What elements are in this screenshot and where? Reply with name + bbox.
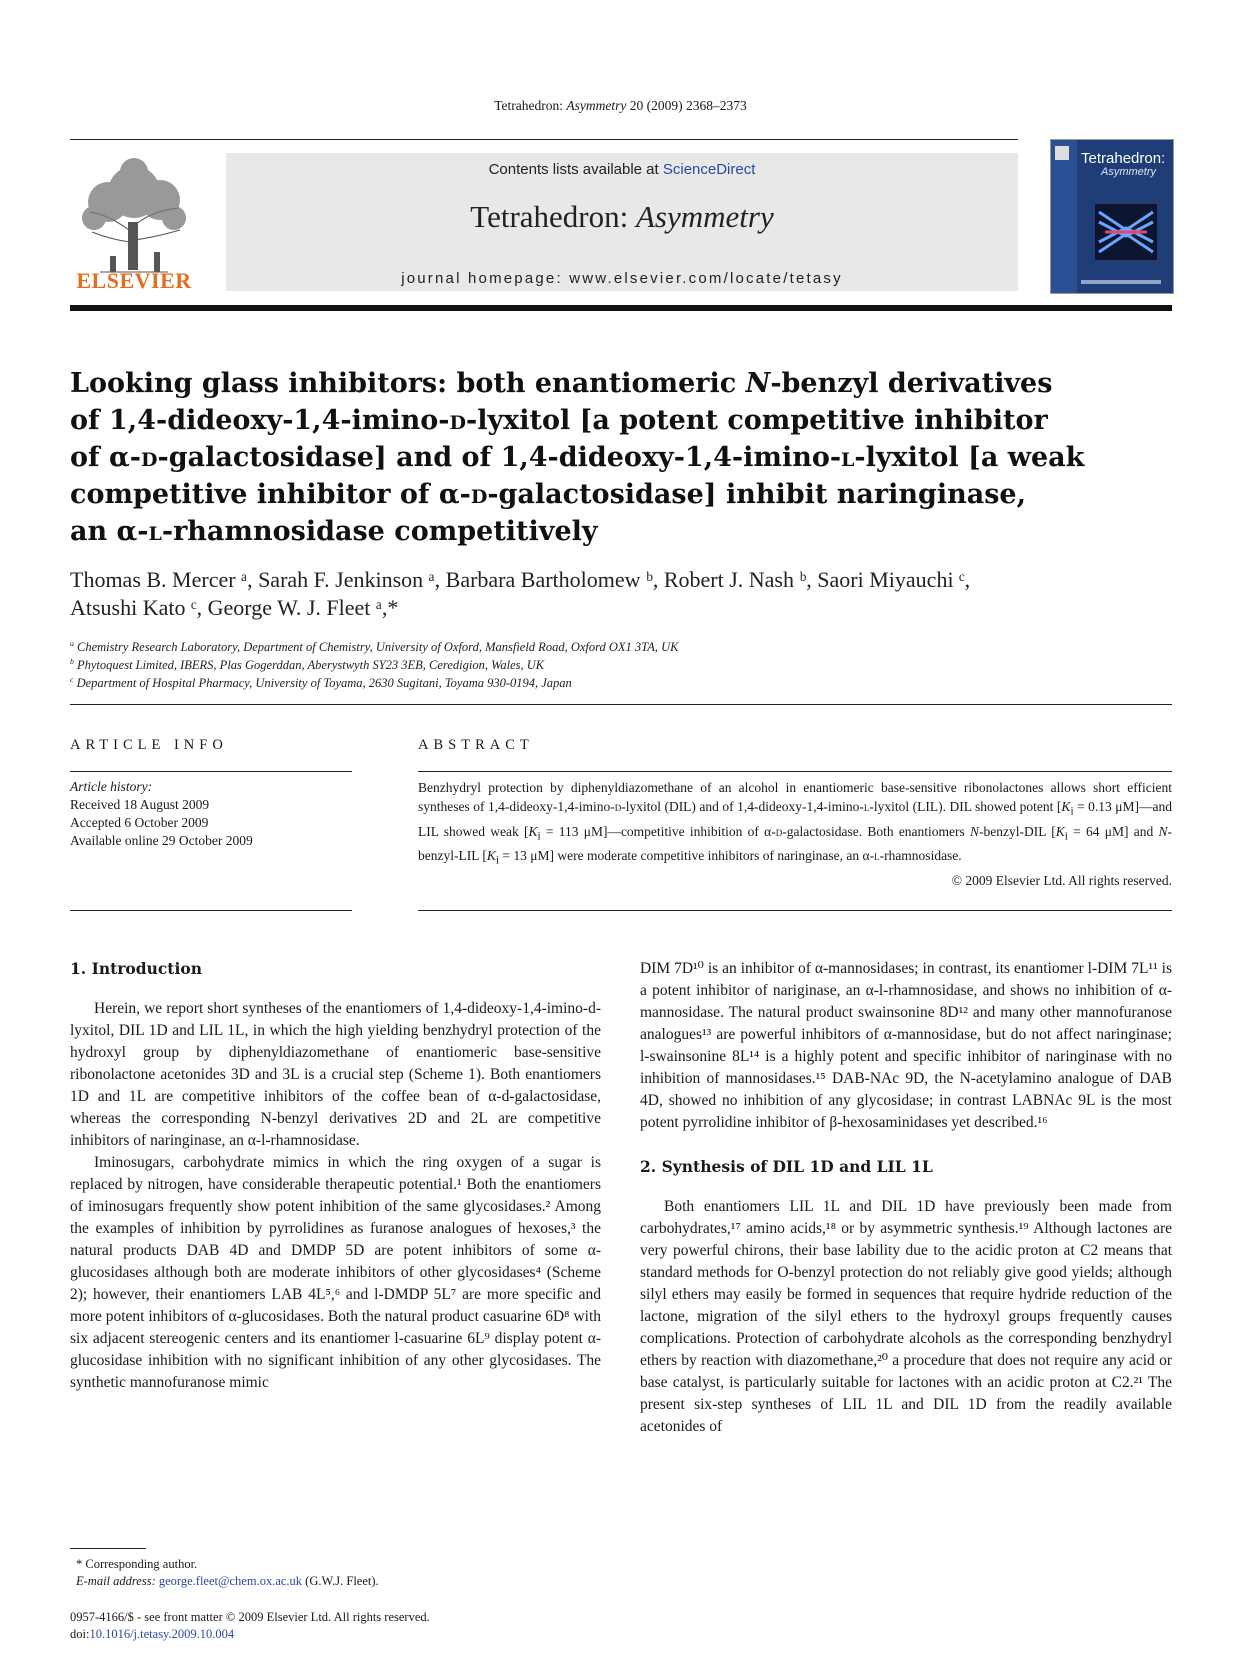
received-date: Received 18 August 2009 [70, 797, 210, 812]
info-rule-top [70, 771, 352, 772]
journal-banner [226, 153, 1018, 291]
affiliation-rule [70, 704, 1172, 705]
paragraph: Iminosugars, carbohydrate mimics in which the ring oxygen of a sugar is replaced by nitrogen, have considerable therapeutic potential.¹ Both the enantiomers of iminosugars frequently show potent inhibition of the same glycosidases.² Among the examples of inhibition by pyrrolidines as furanose analogues of hexoses,³ the natural products DAB 4D and DMDP 5D are potent inhibitors of some α-glucosidases although both are moderate inhibitors of other glycosidases⁴ (Scheme 2); however, their enantiomers LAB 4L⁵,⁶ and l-DMDP 5L⁷ are more specific and more potent inhibitors of α-glucosidases. Both the natural product casuarine 6D⁸ with six adjacent stereogenic centers and its enantiomer l-casuarine 6L⁹ display potent α-glucosidase inhibition with no significant inhibition of any other glycosidases. The synthetic mannofuranose mimic [70, 1154, 601, 1391]
cover-artwork-icon [1095, 204, 1157, 260]
paragraph: DIM 7D¹⁰ is an inhibitor of α-mannosidases; in contrast, its enantiomer l-DIM 7L¹¹ is a potent inhibitor of nariginase, an α-l-rhamnosidase, and shows no inhibition of α-mannosidase. The natural product swainsonine 8D¹² and many other mannofuranose analogues¹³ are powerful inhibitors of α-mannosidase, but do not affect naringinase; l-swainsonine 8L¹⁴ is a highly potent and specific inhibitor of naringinase with no inhibition of mannosidases.¹⁵ DAB-NAc 9D, the N-acetylamino analogue of DAB 4D, showed no inhibition of any glycosidase; in contrast LABNAc 9L is the most potent pyrrolidine inhibitor of β-hexosaminidases yet described.¹⁶ [640, 960, 1172, 1131]
cover-title: Tetrahedron: [1081, 150, 1166, 167]
abstract-body: Benzhydryl protection by diphenyldiazomethane of an alcohol in enantiomeric base-sensitive ribonolactones allows short efficient syntheses of 1,4-dideoxy-1,4-imino-d-lyxitol (DIL) and of 1,4-dideoxy-1,4-imino-l-lyxitol (LIL). DIL showed potent [$K_i = 0.13$ μM]—and LIL showed weak [$K_i = 113$ μM]—competitive inhibition of α-d-galactosidase. Both enantiomers N-benzyl-DIL [$K_i = 64$ μM] and N-benzyl-LIL [$K_i = 13$ μM] were moderate competitive inhibitors of naringinase, an α-l-rhamnosidase. © 2009 Elsevier Ltd. All rights reserved. [418, 780, 1173, 889]
running-citation: Tetrahedron: Asymmetry 20 (2009) 2368–2373 [494, 98, 747, 113]
online-date: Available online 29 October 2009 [70, 833, 253, 848]
cover-subtitle: Asymmetry [1101, 166, 1156, 178]
top-rule [70, 139, 1018, 140]
footnote-rule [70, 1548, 146, 1549]
corresponding-author-footnote: * Corresponding author. E-mail address: george.fleet@chem.ox.ac.uk (G.W.J. Fleet). [76, 1557, 379, 1588]
paragraph: Herein, we report short syntheses of the enantiomers of 1,4-dideoxy-1,4-imino-d-lyxitol, DIL 1D and LIL 1L, in which the high yielding benzhydryl protection of the hydroxyl group by diphenyldiazomethane of enantiomeric base-sensitive ribonolactone acetonides 3D and 3L is a crucial step (Scheme 1). Both enantiomers 1D and 1L are competitive inhibitors of the coffee bean of α-d-galactosidase, whereas the corresponding N-benzyl derivatives 2D and 2L are competitive inhibitors of naringinase, an α-l-rhamnosidase. [70, 1000, 601, 1149]
issn-line: 0957-4166/$ - see front matter © 2009 Elsevier Ltd. All rights reserved. [70, 1610, 430, 1624]
header-thick-rule [70, 305, 1172, 311]
info-rule-bottom [70, 910, 352, 911]
contents-line: Contents lists available at ScienceDirect [488, 161, 756, 178]
affiliation-c: $^c$ Department of Hospital Pharmacy, University of Toyama, 2630 Sugitani, Toyama 930-0194, Japan [70, 674, 572, 690]
article-info-heading: ARTICLE INFO [70, 737, 228, 753]
journal-cover-thumbnail [1050, 139, 1174, 294]
cover-footer-bar [1081, 280, 1161, 284]
author-email-link[interactable]: george.fleet@chem.ox.ac.uk [158, 1574, 303, 1588]
abstract-heading: ABSTRACT [418, 737, 534, 753]
section-heading-introduction: 1. Introduction [70, 959, 202, 978]
article-history: Article history: Received 18 August 2009 Accepted 6 October 2009 Available online 29 October 2009 [70, 778, 352, 850]
affiliations [70, 638, 1170, 692]
authors-line-1: Thomas B. Mercer ᵃ, Sarah F. Jenkinson ᵃ, Barbara Bartholomew ᵇ, Robert J. Nash ᵇ, Saori Miyauchi ᶜ, [70, 567, 971, 592]
abstract-rule-bottom [418, 910, 1172, 911]
affiliation-a: $^a$ Chemistry Research Laboratory, Department of Chemistry, University of Oxford, Mansfield Road, Oxford OX1 3TA, UK [70, 638, 679, 654]
authors-line-2: Atsushi Kato ᶜ, George W. J. Fleet ᵃ,* [70, 595, 399, 620]
journal-homepage[interactable]: journal homepage: www.elsevier.com/locate/tetasy [401, 270, 843, 287]
article-title: Looking glass inhibitors: both enantiomeric N-benzyl derivatives of 1,4-dideoxy-1,4-imino-d-lyxitol [a potent competitive inhibitor of α-d-galactosidase] and of 1,4-dideoxy-1,4-imino-l-lyxitol [a weak competitive inhibitor of α-d-galactosidase] inhibit naringinase, an α-l-rhamnosidase competitively [70, 368, 1085, 547]
sciencedirect-link[interactable]: ScienceDirect [662, 161, 756, 178]
body-right-column [640, 958, 1172, 1438]
body-left-column [70, 958, 601, 1394]
doi-link[interactable]: 10.1016/j.tetasy.2009.10.004 [89, 1627, 235, 1641]
section-heading-synthesis: 2. Synthesis of DIL 1D and LIL 1L [640, 1157, 933, 1176]
elsevier-wordmark: ELSEVIER [76, 268, 192, 293]
cover-logo-icon [1055, 146, 1069, 160]
abstract-rule-top [418, 771, 1172, 772]
front-matter: 0957-4166/$ - see front matter © 2009 Elsevier Ltd. All rights reserved. doi:10.1016/j.tetasy.2009.10.004 [70, 1609, 610, 1643]
accepted-date: Accepted 6 October 2009 [70, 815, 209, 830]
cover-spine [1051, 140, 1077, 293]
paragraph: Both enantiomers LIL 1L and DIL 1D have previously been made from carbohydrates,¹⁷ amino acids,¹⁸ or by asymmetric synthesis.¹⁹ Although lactones are very powerful chirons, their base lability due to the acidic proton at C2 means that standard methods for O-benzyl protection do not reliably give good yields; although silyl ethers may easily be formed in sequences that require hydride reduction of the lactone, migration of the silyl ethers to the hydroxyl groups frequently causes complications. Protection of carbohydrate alcohols as the corresponding benzhydryl ethers by reaction with diazomethane,²⁰ a procedure that does not require any acid or base catalyst, is particularly suitable for lactones with an acidic proton at C2.²¹ The present six-step syntheses of LIL 1L and DIL 1D from the readily available acetonides of [640, 1198, 1172, 1435]
abstract-copyright: © 2009 Elsevier Ltd. All rights reserved. [951, 873, 1172, 889]
author-list [70, 566, 1170, 622]
journal-title: Tetrahedron: Asymmetry [470, 199, 774, 234]
affiliation-b: $^b$ Phytoquest Limited, IBERS, Plas Gogerddan, Aberystwyth SY23 3EB, Ceredigion, Wales, UK [70, 656, 545, 672]
